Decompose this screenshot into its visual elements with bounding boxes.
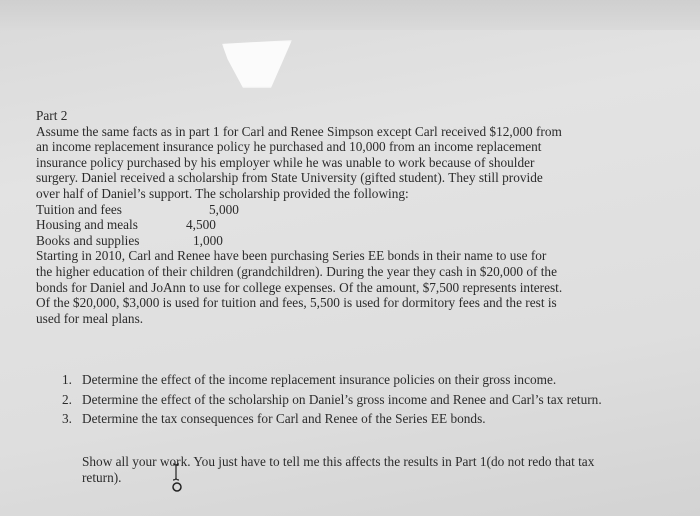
top-bar xyxy=(0,0,700,30)
paragraph-line: surgery. Daniel received a scholarship from State University (gifted student). They still provide xyxy=(36,170,543,186)
paragraph-line: Of the $20,000, $3,000 is used for tuition and fees, 5,500 is used for dormitory fees and the rest is xyxy=(36,295,557,311)
question-number: 2. xyxy=(62,391,72,407)
text-cursor-icon xyxy=(170,463,184,493)
paragraph-line: bonds for Daniel and JoAnn to use for college expenses. Of the amount, $7,500 represents interest. xyxy=(36,279,563,295)
list-item xyxy=(36,202,661,218)
item-label: Housing and meals xyxy=(36,217,138,233)
item-amount: 1,000 xyxy=(193,232,223,248)
list-item xyxy=(62,372,622,388)
paragraph-line: over half of Daniel’s support. The scholarship provided the following: xyxy=(36,185,409,201)
closing-note: Show all your work. You just have to tell me this affects the results in Part 1(do not redo that tax return). xyxy=(82,454,595,485)
paragraph-line: an income replacement insurance policy he purchased and 10,000 from an income replacement xyxy=(36,139,542,155)
document-body xyxy=(36,108,661,326)
question-list xyxy=(62,372,622,431)
question-text: Determine the effect of the scholarship on Daniel’s gross income and Renee and Carl’s tax return. xyxy=(82,391,602,407)
question-number: 1. xyxy=(62,372,72,387)
item-label: Books and supplies xyxy=(36,232,140,248)
list-item xyxy=(36,233,661,249)
item-label: Tuition and fees xyxy=(36,201,122,217)
list-item xyxy=(36,217,661,233)
scholarship-list xyxy=(36,202,661,249)
screen-glare xyxy=(222,40,292,88)
paragraph-2 xyxy=(36,248,661,326)
item-amount: 5,000 xyxy=(209,201,239,217)
list-item xyxy=(62,392,622,408)
paragraph-line: used for meal plans. xyxy=(36,310,144,326)
paragraph-line: Assume the same facts as in part 1 for Carl and Renee Simpson except Carl received $12,000 from xyxy=(36,123,562,139)
question-number: 3. xyxy=(62,411,72,427)
paragraph-line: the higher education of their children (grandchildren). During the year they cash in $20,000 of the xyxy=(36,263,557,279)
question-text: Determine the tax consequences for Carl and Renee of the Series EE bonds. xyxy=(82,411,486,427)
list-item xyxy=(62,411,622,427)
paragraph-line: insurance policy purchased by his employer while he was unable to work because of shoulder xyxy=(36,154,535,170)
paragraph-1 xyxy=(36,124,661,202)
question-text: Determine the effect of the income replacement insurance policies on their gross income. xyxy=(82,372,557,387)
part-heading: Part 2 xyxy=(36,108,68,123)
item-amount: 4,500 xyxy=(186,217,216,233)
paragraph-line: Starting in 2010, Carl and Renee have been purchasing Series EE bonds in their name to use for xyxy=(36,248,547,264)
